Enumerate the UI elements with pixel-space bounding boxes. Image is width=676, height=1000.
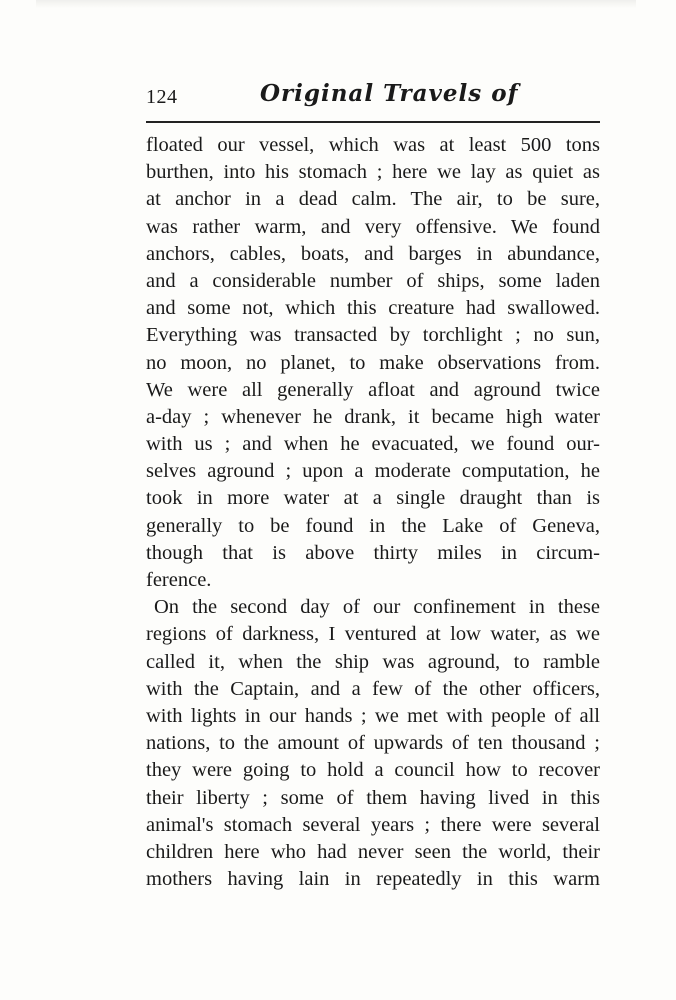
text-line: anchors, cables, boats, and barges in abundance, — [146, 242, 600, 265]
text-line: regions of darkness, I ventured at low water, as we — [146, 623, 600, 646]
running-title: Original Travels of — [260, 80, 519, 107]
text-line: they were going to hold a council how to recover — [146, 759, 600, 782]
text-line: burthen, into his stomach ; here we lay as quiet as — [146, 161, 600, 184]
text-line: no moon, no planet, to make observations from. — [146, 351, 600, 374]
text-line: with the Captain, and a few of the other officers, — [146, 677, 600, 700]
running-header — [146, 80, 600, 116]
paragraph-1 — [146, 132, 600, 594]
text-line: On the second day of our confinement in these — [154, 596, 600, 619]
text-line: ference. — [146, 569, 212, 591]
text-line: nations, to the amount of upwards of ten thousand ; — [146, 732, 600, 755]
scan-edge-shadow — [36, 0, 636, 8]
text-line: though that is above thirty miles in circum- — [146, 541, 600, 564]
text-line: animal's stomach several years ; there were several — [146, 813, 600, 836]
text-line: and a considerable number of ships, some laden — [146, 269, 600, 292]
text-line: and some not, which this creature had swallowed. — [146, 297, 600, 320]
text-line: took in more water at a single draught than is — [146, 487, 600, 510]
text-line: called it, when the ship was aground, to ramble — [146, 650, 600, 673]
text-line: Everything was transacted by torchlight ; no sun, — [146, 324, 600, 347]
page-number: 124 — [146, 86, 178, 108]
text-line: was rather warm, and very offensive. We found — [146, 215, 600, 238]
text-line: generally to be found in the Lake of Geneva, — [146, 514, 600, 537]
body-text — [146, 132, 600, 893]
text-line: mothers having lain in repeatedly in this warm — [146, 868, 600, 891]
text-line: at anchor in a dead calm. The air, to be sure, — [146, 188, 600, 211]
paragraph-2 — [146, 594, 600, 893]
text-line: with lights in our hands ; we met with people of all — [146, 704, 600, 727]
text-line: selves aground ; upon a moderate computation, he — [146, 460, 600, 483]
text-line: children here who had never seen the world, their — [146, 840, 600, 863]
text-line: their liberty ; some of them having lived in this — [146, 786, 600, 809]
text-line: a-day ; whenever he drank, it became high water — [146, 405, 600, 428]
header-rule — [146, 121, 600, 123]
text-line: floated our vessel, which was at least 500 tons — [146, 134, 600, 156]
text-line: with us ; and when he evacuated, we found our- — [146, 433, 600, 456]
text-line: We were all generally afloat and aground twice — [146, 378, 600, 401]
